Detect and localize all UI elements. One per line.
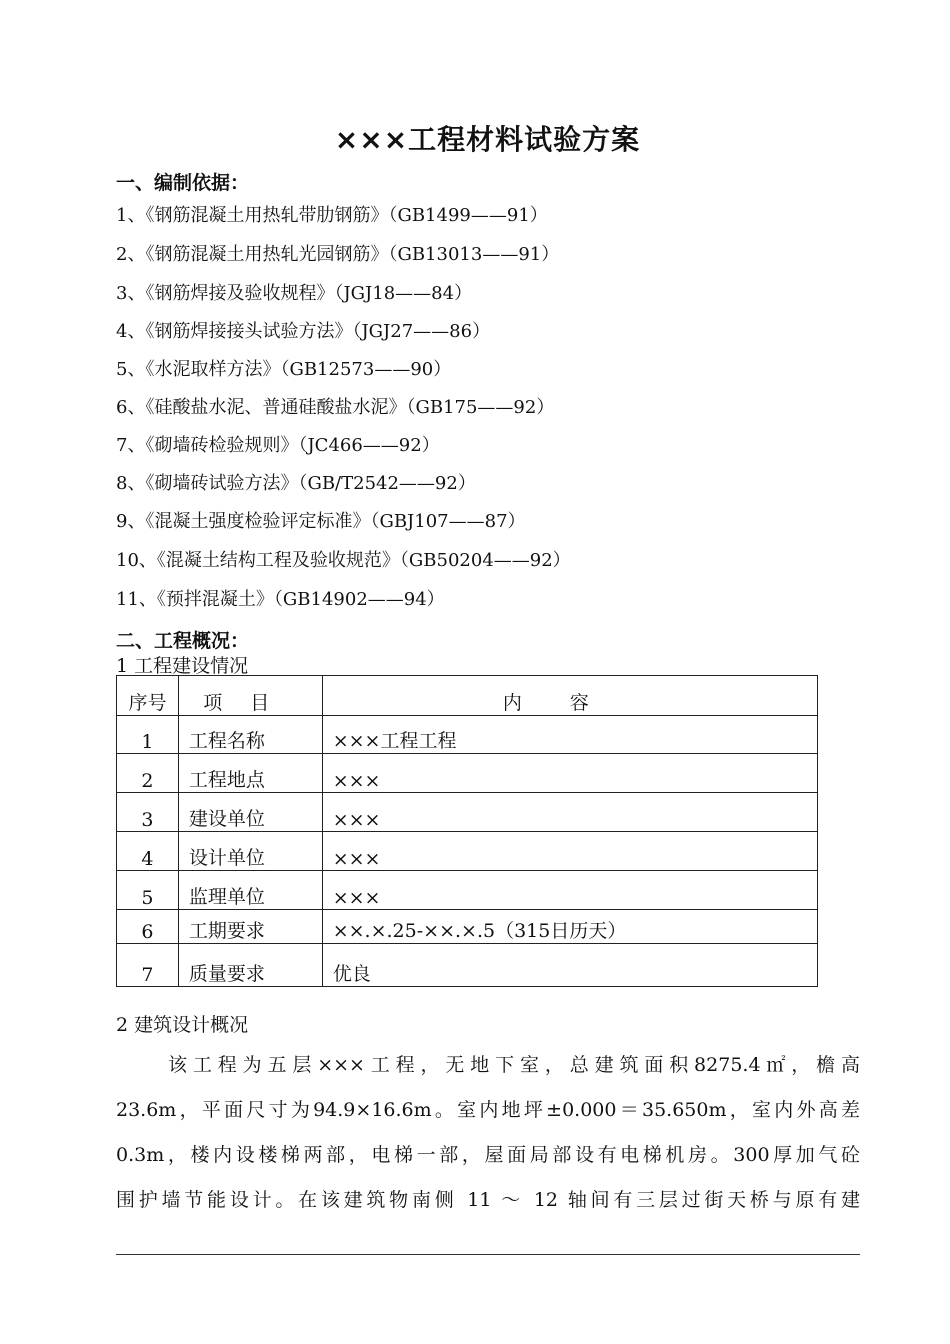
section-heading-overview: 二、工程概况： <box>116 630 250 652</box>
reference-item: 3、《钢筋焊接及验收规程》（JGJ18——84） <box>116 283 473 304</box>
table-header-row <box>117 676 818 716</box>
reference-item: 2、《钢筋混凝土用热轧光园钢筋》（GB13013——91） <box>116 244 560 265</box>
reference-item: 8、《砌墙砖试验方法》（GB/T2542——92） <box>116 473 476 494</box>
row-item: 工程名称 <box>178 716 322 754</box>
header-index: 序号 <box>117 676 179 716</box>
row-index: 6 <box>117 910 179 944</box>
row-item: 质量要求 <box>178 944 322 987</box>
reference-item: 9、《混凝土强度检验评定标准》（GBJ107——87） <box>116 511 526 532</box>
row-content: ×××工程工程 <box>322 716 817 754</box>
row-index: 7 <box>117 944 179 987</box>
row-item: 工期要求 <box>178 910 322 944</box>
row-item: 监理单位 <box>178 871 322 910</box>
row-item: 工程地点 <box>178 754 322 793</box>
project-info-table <box>116 675 818 987</box>
paragraph-line: 围护墙节能设计。在该建筑物南侧 11 ～ 12 轴间有三层过街天桥与原有建 <box>116 1189 860 1211</box>
row-index: 2 <box>117 754 179 793</box>
footer-divider <box>116 1254 860 1255</box>
paragraph-line: 该工程为五层×××工程，无地下室，总建筑面积8275.4㎡，檐高 <box>168 1054 860 1076</box>
section-heading-basis: 一、编制依据： <box>116 172 250 194</box>
reference-item: 10、《混凝土结构工程及验收规范》（GB50204——92） <box>116 550 571 571</box>
row-content: ××× <box>322 754 817 793</box>
row-index: 1 <box>117 716 179 754</box>
subsection-construction-info: 1 工程建设情况 <box>116 655 249 677</box>
paragraph-line: 0.3m，楼内设楼梯两部，电梯一部，屋面局部设有电梯机房。300厚加气砼 <box>116 1144 860 1166</box>
row-index: 5 <box>117 871 179 910</box>
reference-item: 6、《硅酸盐水泥、普通硅酸盐水泥》（GB175——92） <box>116 397 555 418</box>
table-row <box>117 871 818 910</box>
table-row <box>117 944 818 987</box>
subsection-architecture: 2 建筑设计概况 <box>116 1014 249 1036</box>
reference-item: 7、《砌墙砖检验规则》（JC466——92） <box>116 435 440 456</box>
row-item: 设计单位 <box>178 832 322 871</box>
row-index: 3 <box>117 793 179 832</box>
header-content: 内容 <box>322 676 817 716</box>
table-row <box>117 716 818 754</box>
document-title: ×××工程材料试验方案 <box>334 123 641 156</box>
reference-item: 1、《钢筋混凝土用热轧带肋钢筋》（GB1499——91） <box>116 205 548 226</box>
table-row <box>117 910 818 944</box>
reference-item: 5、《水泥取样方法》（GB12573——90） <box>116 359 452 380</box>
row-content: 优良 <box>322 944 817 987</box>
design-overview-paragraph <box>116 1043 860 1223</box>
table-row <box>117 754 818 793</box>
row-content: ××× <box>322 793 817 832</box>
row-index: 4 <box>117 832 179 871</box>
row-content: ××.×.25-××.×.5（315日历天） <box>322 910 817 944</box>
reference-item: 4、《钢筋焊接接头试验方法》（JGJ27——86） <box>116 321 491 342</box>
reference-item: 11、《预拌混凝土》（GB14902——94） <box>116 589 445 610</box>
table-row <box>117 793 818 832</box>
row-content: ××× <box>322 832 817 871</box>
paragraph-line: 23.6m，平面尺寸为94.9×16.6m。室内地坪±0.000＝35.650m，室内外高差 <box>116 1099 860 1121</box>
row-item: 建设单位 <box>178 793 322 832</box>
row-content: ××× <box>322 871 817 910</box>
table-row <box>117 832 818 871</box>
header-item: 项目 <box>178 676 322 716</box>
